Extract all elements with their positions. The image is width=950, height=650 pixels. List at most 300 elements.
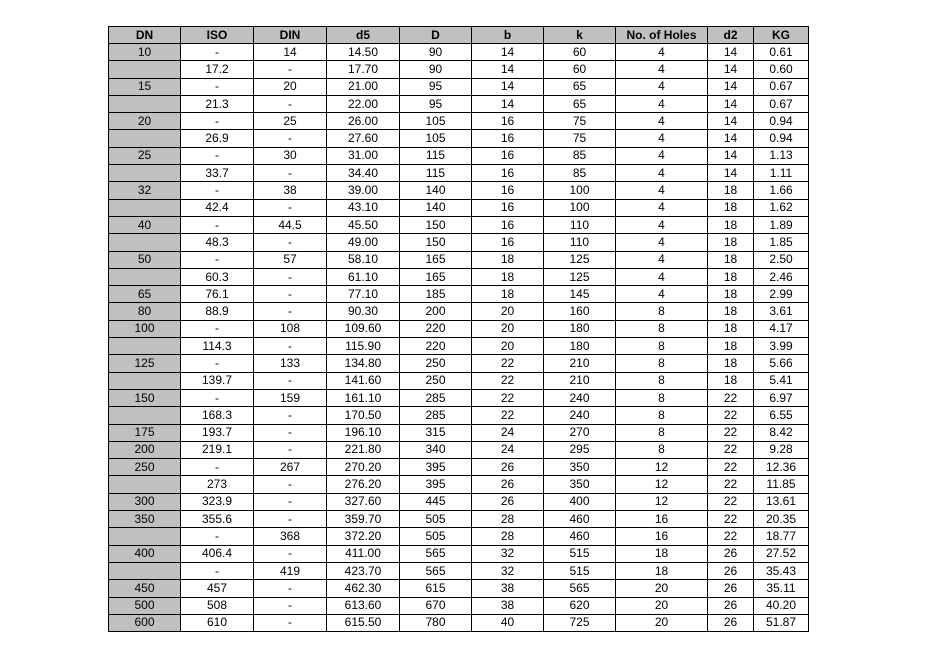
table-row (109, 61, 809, 78)
table-row (109, 268, 809, 285)
cell-weight-kg: 3.61 (754, 303, 809, 320)
cell-dn: 500 (109, 597, 181, 614)
cell-bolt-circle-k: 60 (544, 44, 616, 61)
cell-number-of-holes: 4 (616, 286, 708, 303)
table-row (109, 286, 809, 303)
cell-iso: - (181, 216, 254, 233)
cell-number-of-holes: 4 (616, 268, 708, 285)
cell-thickness-b: 22 (472, 372, 544, 389)
cell-bolt-circle-k: 65 (544, 95, 616, 112)
table-row (109, 234, 809, 251)
cell-iso: - (181, 182, 254, 199)
cell-hole-diameter-d2: 18 (708, 216, 754, 233)
cell-bolt-circle-k: 270 (544, 424, 616, 441)
cell-weight-kg: 0.61 (754, 44, 809, 61)
cell-dn: 125 (109, 355, 181, 372)
cell-bolt-circle-k: 180 (544, 320, 616, 337)
cell-thickness-b: 16 (472, 216, 544, 233)
table-row (109, 199, 809, 216)
cell-iso: - (181, 459, 254, 476)
cell-bolt-circle-k: 145 (544, 286, 616, 303)
cell-dn: 65 (109, 286, 181, 303)
cell-din: 14 (254, 44, 327, 61)
column-header-hole-diameter-d2: d2 (708, 27, 754, 44)
cell-dn (109, 562, 181, 579)
cell-bolt-circle-k: 180 (544, 338, 616, 355)
table-row (109, 562, 809, 579)
cell-thickness-b: 22 (472, 389, 544, 406)
cell-weight-kg: 4.17 (754, 320, 809, 337)
cell-number-of-holes: 4 (616, 78, 708, 95)
cell-bolt-circle-k: 110 (544, 234, 616, 251)
cell-iso: - (181, 113, 254, 130)
cell-weight-kg: 51.87 (754, 614, 809, 631)
cell-iso: - (181, 389, 254, 406)
cell-outer-diameter-d: 185 (400, 286, 472, 303)
cell-bolt-circle-k: 350 (544, 476, 616, 493)
cell-bolt-circle-k: 75 (544, 113, 616, 130)
cell-weight-kg: 5.41 (754, 372, 809, 389)
cell-thickness-b: 20 (472, 303, 544, 320)
cell-d5: 359.70 (327, 511, 400, 528)
cell-d5: 14.50 (327, 44, 400, 61)
table-row (109, 182, 809, 199)
column-header-din: DIN (254, 27, 327, 44)
cell-thickness-b: 26 (472, 493, 544, 510)
cell-d5: 462.30 (327, 580, 400, 597)
table-row (109, 389, 809, 406)
cell-iso: 48.3 (181, 234, 254, 251)
cell-iso: 76.1 (181, 286, 254, 303)
cell-d5: 327.60 (327, 493, 400, 510)
cell-iso: 355.6 (181, 511, 254, 528)
cell-d5: 34.40 (327, 165, 400, 182)
cell-iso: 88.9 (181, 303, 254, 320)
cell-d5: 276.20 (327, 476, 400, 493)
cell-number-of-holes: 4 (616, 95, 708, 112)
cell-weight-kg: 35.43 (754, 562, 809, 579)
cell-hole-diameter-d2: 18 (708, 286, 754, 303)
cell-number-of-holes: 4 (616, 182, 708, 199)
cell-hole-diameter-d2: 22 (708, 511, 754, 528)
table-row (109, 216, 809, 233)
column-header-outer-diameter-d: D (400, 27, 472, 44)
cell-number-of-holes: 16 (616, 511, 708, 528)
cell-din: - (254, 372, 327, 389)
table-row (109, 511, 809, 528)
cell-number-of-holes: 4 (616, 44, 708, 61)
cell-d5: 27.60 (327, 130, 400, 147)
cell-dn (109, 407, 181, 424)
cell-d5: 196.10 (327, 424, 400, 441)
table-row (109, 545, 809, 562)
cell-weight-kg: 2.99 (754, 286, 809, 303)
cell-d5: 615.50 (327, 614, 400, 631)
cell-dn: 40 (109, 216, 181, 233)
cell-d5: 77.10 (327, 286, 400, 303)
cell-outer-diameter-d: 165 (400, 251, 472, 268)
cell-number-of-holes: 12 (616, 459, 708, 476)
cell-thickness-b: 28 (472, 511, 544, 528)
cell-din: - (254, 580, 327, 597)
cell-thickness-b: 16 (472, 147, 544, 164)
cell-d5: 39.00 (327, 182, 400, 199)
cell-dn: 200 (109, 441, 181, 458)
cell-outer-diameter-d: 565 (400, 562, 472, 579)
flange-dimension-table-container (108, 26, 809, 632)
cell-hole-diameter-d2: 14 (708, 61, 754, 78)
cell-iso: 610 (181, 614, 254, 631)
cell-number-of-holes: 8 (616, 338, 708, 355)
cell-weight-kg: 5.66 (754, 355, 809, 372)
column-header-number-of-holes: No. of Holes (616, 27, 708, 44)
cell-bolt-circle-k: 110 (544, 216, 616, 233)
cell-din: - (254, 597, 327, 614)
cell-weight-kg: 0.94 (754, 113, 809, 130)
cell-din: - (254, 165, 327, 182)
cell-outer-diameter-d: 285 (400, 389, 472, 406)
cell-iso: - (181, 528, 254, 545)
cell-hole-diameter-d2: 18 (708, 355, 754, 372)
cell-dn: 25 (109, 147, 181, 164)
cell-dn (109, 165, 181, 182)
column-header-bolt-circle-k: k (544, 27, 616, 44)
table-row (109, 459, 809, 476)
cell-hole-diameter-d2: 22 (708, 407, 754, 424)
cell-thickness-b: 16 (472, 199, 544, 216)
cell-din: 267 (254, 459, 327, 476)
cell-hole-diameter-d2: 18 (708, 234, 754, 251)
cell-iso: 219.1 (181, 441, 254, 458)
cell-din: - (254, 95, 327, 112)
cell-thickness-b: 14 (472, 78, 544, 95)
cell-bolt-circle-k: 65 (544, 78, 616, 95)
cell-iso: - (181, 355, 254, 372)
cell-dn: 50 (109, 251, 181, 268)
cell-hole-diameter-d2: 14 (708, 95, 754, 112)
table-row (109, 355, 809, 372)
cell-bolt-circle-k: 240 (544, 407, 616, 424)
table-row (109, 424, 809, 441)
cell-hole-diameter-d2: 14 (708, 130, 754, 147)
cell-weight-kg: 2.50 (754, 251, 809, 268)
cell-iso: - (181, 562, 254, 579)
cell-d5: 221.80 (327, 441, 400, 458)
cell-dn (109, 130, 181, 147)
cell-weight-kg: 0.94 (754, 130, 809, 147)
cell-bolt-circle-k: 100 (544, 199, 616, 216)
cell-din: - (254, 424, 327, 441)
cell-outer-diameter-d: 115 (400, 147, 472, 164)
cell-number-of-holes: 8 (616, 424, 708, 441)
cell-dn (109, 476, 181, 493)
cell-number-of-holes: 8 (616, 303, 708, 320)
table-row (109, 44, 809, 61)
cell-hole-diameter-d2: 14 (708, 147, 754, 164)
cell-din: 419 (254, 562, 327, 579)
cell-number-of-holes: 12 (616, 493, 708, 510)
cell-thickness-b: 18 (472, 286, 544, 303)
cell-thickness-b: 16 (472, 113, 544, 130)
cell-din: - (254, 234, 327, 251)
cell-din: 38 (254, 182, 327, 199)
cell-bolt-circle-k: 620 (544, 597, 616, 614)
cell-hole-diameter-d2: 18 (708, 372, 754, 389)
cell-thickness-b: 20 (472, 338, 544, 355)
cell-outer-diameter-d: 505 (400, 528, 472, 545)
cell-bolt-circle-k: 295 (544, 441, 616, 458)
cell-thickness-b: 26 (472, 459, 544, 476)
cell-d5: 109.60 (327, 320, 400, 337)
cell-din: - (254, 511, 327, 528)
cell-dn (109, 528, 181, 545)
table-row (109, 580, 809, 597)
cell-d5: 31.00 (327, 147, 400, 164)
table-row (109, 597, 809, 614)
column-header-weight-kg: KG (754, 27, 809, 44)
cell-number-of-holes: 20 (616, 580, 708, 597)
table-row (109, 320, 809, 337)
table-row (109, 528, 809, 545)
table-row (109, 113, 809, 130)
cell-weight-kg: 6.55 (754, 407, 809, 424)
cell-din: - (254, 441, 327, 458)
cell-thickness-b: 18 (472, 251, 544, 268)
cell-outer-diameter-d: 105 (400, 113, 472, 130)
cell-outer-diameter-d: 315 (400, 424, 472, 441)
table-body (109, 44, 809, 632)
cell-weight-kg: 1.62 (754, 199, 809, 216)
cell-number-of-holes: 8 (616, 441, 708, 458)
cell-dn (109, 234, 181, 251)
cell-outer-diameter-d: 90 (400, 61, 472, 78)
cell-din: - (254, 614, 327, 631)
cell-dn: 450 (109, 580, 181, 597)
cell-d5: 22.00 (327, 95, 400, 112)
cell-dn (109, 95, 181, 112)
cell-hole-diameter-d2: 22 (708, 459, 754, 476)
cell-iso: - (181, 251, 254, 268)
cell-bolt-circle-k: 725 (544, 614, 616, 631)
cell-iso: 168.3 (181, 407, 254, 424)
cell-bolt-circle-k: 85 (544, 147, 616, 164)
cell-dn: 150 (109, 389, 181, 406)
cell-d5: 17.70 (327, 61, 400, 78)
cell-dn: 400 (109, 545, 181, 562)
cell-iso: 17.2 (181, 61, 254, 78)
cell-iso: - (181, 44, 254, 61)
cell-weight-kg: 11.85 (754, 476, 809, 493)
cell-hole-diameter-d2: 14 (708, 44, 754, 61)
cell-din: 25 (254, 113, 327, 130)
cell-d5: 58.10 (327, 251, 400, 268)
cell-outer-diameter-d: 220 (400, 320, 472, 337)
cell-number-of-holes: 4 (616, 216, 708, 233)
cell-d5: 115.90 (327, 338, 400, 355)
cell-outer-diameter-d: 780 (400, 614, 472, 631)
cell-din: - (254, 303, 327, 320)
cell-number-of-holes: 4 (616, 165, 708, 182)
cell-hole-diameter-d2: 14 (708, 165, 754, 182)
cell-thickness-b: 38 (472, 580, 544, 597)
cell-din: 368 (254, 528, 327, 545)
cell-outer-diameter-d: 140 (400, 199, 472, 216)
cell-weight-kg: 20.35 (754, 511, 809, 528)
cell-bolt-circle-k: 350 (544, 459, 616, 476)
cell-hole-diameter-d2: 18 (708, 182, 754, 199)
cell-hole-diameter-d2: 22 (708, 493, 754, 510)
cell-din: - (254, 476, 327, 493)
cell-thickness-b: 22 (472, 355, 544, 372)
cell-d5: 423.70 (327, 562, 400, 579)
cell-thickness-b: 14 (472, 95, 544, 112)
cell-thickness-b: 22 (472, 407, 544, 424)
cell-bolt-circle-k: 460 (544, 528, 616, 545)
cell-iso: - (181, 147, 254, 164)
cell-weight-kg: 1.89 (754, 216, 809, 233)
cell-din: - (254, 286, 327, 303)
cell-thickness-b: 24 (472, 424, 544, 441)
flange-dimension-table (108, 26, 809, 632)
table-row (109, 78, 809, 95)
cell-number-of-holes: 4 (616, 61, 708, 78)
cell-hole-diameter-d2: 26 (708, 580, 754, 597)
table-row (109, 372, 809, 389)
cell-bolt-circle-k: 240 (544, 389, 616, 406)
cell-outer-diameter-d: 150 (400, 216, 472, 233)
cell-iso: 273 (181, 476, 254, 493)
cell-number-of-holes: 18 (616, 562, 708, 579)
cell-thickness-b: 16 (472, 165, 544, 182)
cell-dn: 32 (109, 182, 181, 199)
cell-hole-diameter-d2: 22 (708, 476, 754, 493)
cell-thickness-b: 16 (472, 234, 544, 251)
cell-din: 30 (254, 147, 327, 164)
cell-outer-diameter-d: 285 (400, 407, 472, 424)
cell-thickness-b: 14 (472, 61, 544, 78)
cell-number-of-holes: 16 (616, 528, 708, 545)
cell-hole-diameter-d2: 18 (708, 320, 754, 337)
cell-weight-kg: 13.61 (754, 493, 809, 510)
cell-weight-kg: 9.28 (754, 441, 809, 458)
cell-d5: 161.10 (327, 389, 400, 406)
cell-dn (109, 338, 181, 355)
cell-thickness-b: 18 (472, 268, 544, 285)
cell-outer-diameter-d: 150 (400, 234, 472, 251)
cell-thickness-b: 26 (472, 476, 544, 493)
table-row (109, 476, 809, 493)
cell-thickness-b: 32 (472, 545, 544, 562)
cell-outer-diameter-d: 565 (400, 545, 472, 562)
cell-weight-kg: 0.67 (754, 78, 809, 95)
cell-dn (109, 372, 181, 389)
table-row (109, 130, 809, 147)
cell-bolt-circle-k: 125 (544, 251, 616, 268)
cell-outer-diameter-d: 250 (400, 355, 472, 372)
cell-bolt-circle-k: 400 (544, 493, 616, 510)
cell-dn (109, 268, 181, 285)
cell-din: - (254, 130, 327, 147)
cell-thickness-b: 16 (472, 182, 544, 199)
cell-number-of-holes: 8 (616, 407, 708, 424)
cell-hole-diameter-d2: 26 (708, 614, 754, 631)
cell-number-of-holes: 4 (616, 130, 708, 147)
cell-number-of-holes: 20 (616, 614, 708, 631)
cell-din: - (254, 545, 327, 562)
cell-weight-kg: 6.97 (754, 389, 809, 406)
cell-d5: 90.30 (327, 303, 400, 320)
cell-iso: 60.3 (181, 268, 254, 285)
cell-hole-diameter-d2: 26 (708, 597, 754, 614)
cell-hole-diameter-d2: 14 (708, 78, 754, 95)
cell-iso: - (181, 78, 254, 95)
cell-din: - (254, 199, 327, 216)
cell-d5: 134.80 (327, 355, 400, 372)
cell-bolt-circle-k: 85 (544, 165, 616, 182)
cell-din: 57 (254, 251, 327, 268)
cell-number-of-holes: 12 (616, 476, 708, 493)
cell-thickness-b: 40 (472, 614, 544, 631)
cell-outer-diameter-d: 105 (400, 130, 472, 147)
cell-thickness-b: 20 (472, 320, 544, 337)
table-row (109, 614, 809, 631)
cell-bolt-circle-k: 515 (544, 562, 616, 579)
cell-hole-diameter-d2: 22 (708, 528, 754, 545)
cell-outer-diameter-d: 165 (400, 268, 472, 285)
cell-hole-diameter-d2: 14 (708, 113, 754, 130)
cell-hole-diameter-d2: 18 (708, 199, 754, 216)
table-row (109, 95, 809, 112)
cell-number-of-holes: 4 (616, 234, 708, 251)
cell-number-of-holes: 8 (616, 372, 708, 389)
cell-iso: 193.7 (181, 424, 254, 441)
cell-outer-diameter-d: 95 (400, 95, 472, 112)
cell-hole-diameter-d2: 26 (708, 562, 754, 579)
cell-d5: 411.00 (327, 545, 400, 562)
cell-weight-kg: 3.99 (754, 338, 809, 355)
cell-din: - (254, 268, 327, 285)
cell-d5: 270.20 (327, 459, 400, 476)
cell-d5: 170.50 (327, 407, 400, 424)
table-row (109, 493, 809, 510)
cell-iso: 21.3 (181, 95, 254, 112)
cell-din: 108 (254, 320, 327, 337)
cell-d5: 372.20 (327, 528, 400, 545)
cell-iso: 508 (181, 597, 254, 614)
cell-din: - (254, 61, 327, 78)
cell-iso: 457 (181, 580, 254, 597)
table-row (109, 407, 809, 424)
cell-number-of-holes: 4 (616, 251, 708, 268)
cell-hole-diameter-d2: 18 (708, 303, 754, 320)
cell-dn (109, 199, 181, 216)
cell-number-of-holes: 4 (616, 147, 708, 164)
cell-iso: 323.9 (181, 493, 254, 510)
cell-outer-diameter-d: 90 (400, 44, 472, 61)
cell-number-of-holes: 8 (616, 389, 708, 406)
cell-iso: - (181, 320, 254, 337)
cell-bolt-circle-k: 160 (544, 303, 616, 320)
cell-bolt-circle-k: 210 (544, 372, 616, 389)
cell-weight-kg: 1.13 (754, 147, 809, 164)
column-header-iso: ISO (181, 27, 254, 44)
cell-din: 20 (254, 78, 327, 95)
cell-weight-kg: 8.42 (754, 424, 809, 441)
cell-outer-diameter-d: 615 (400, 580, 472, 597)
cell-thickness-b: 16 (472, 130, 544, 147)
cell-weight-kg: 18.77 (754, 528, 809, 545)
cell-number-of-holes: 8 (616, 320, 708, 337)
